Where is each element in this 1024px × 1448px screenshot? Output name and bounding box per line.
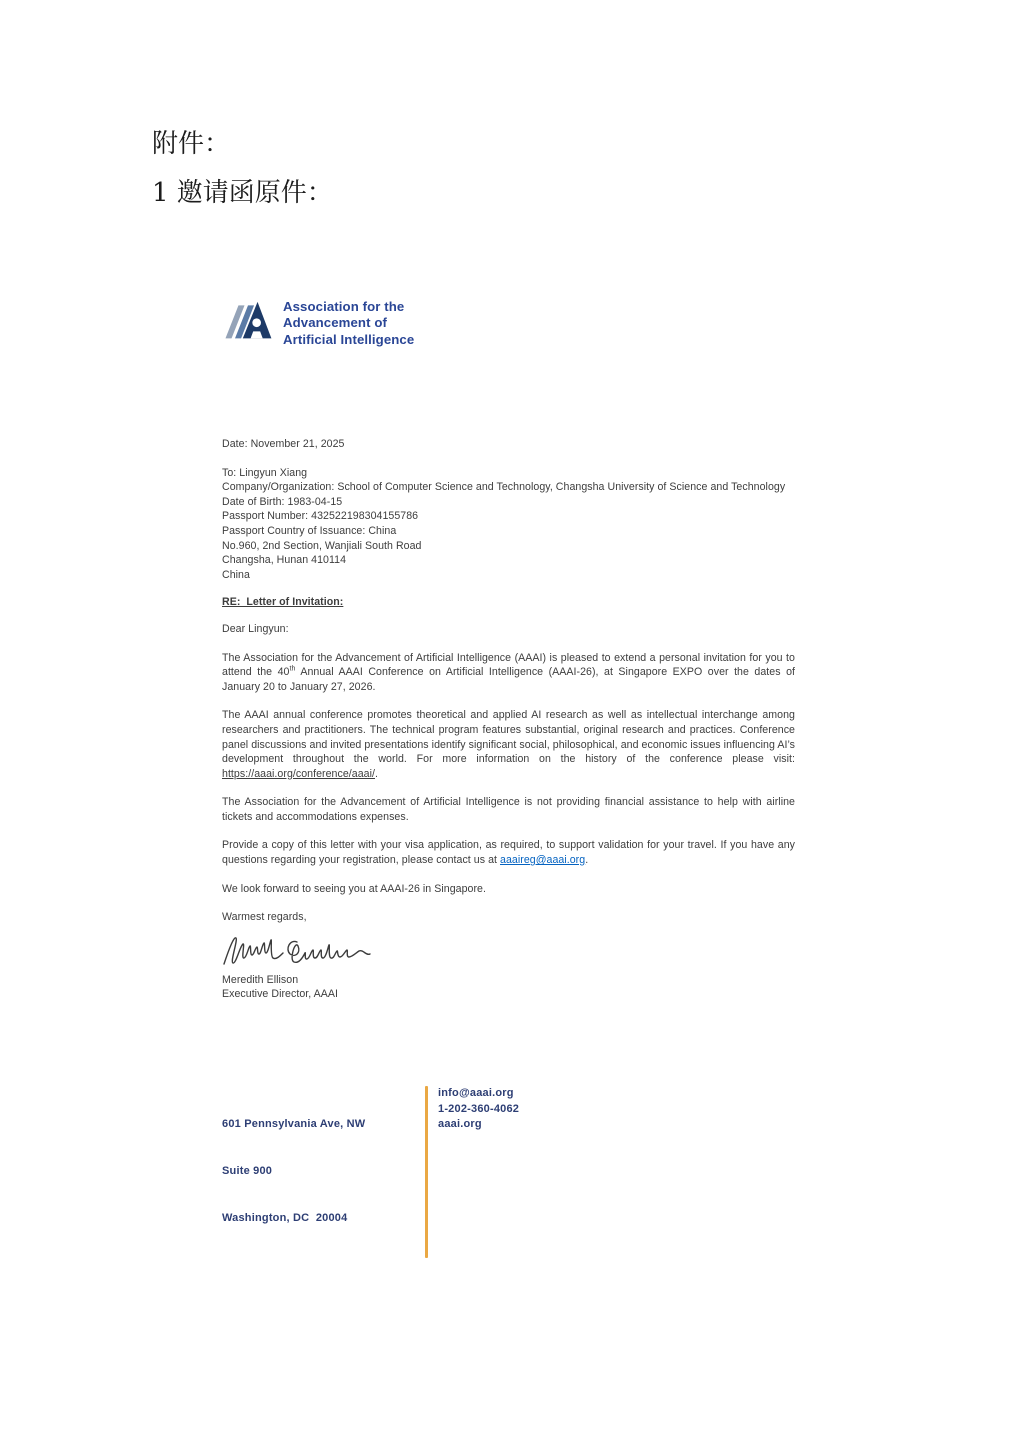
letterhead-footer xyxy=(222,1086,795,1258)
recipient-line: Date of Birth: 1983-04-15 xyxy=(222,495,343,508)
p2-text: The AAAI annual conference promotes theoretical and applied AI research as well as intellectual interchange among researchers and practitioners. The technical program features substantial, original research and practices. Conference panel discussions and invited presentations identify significant social, philosophical, and economic issues influencing AI’s development throughout the world. For more information on the history of the conference please visit: xyxy=(222,709,795,766)
recipient-line: Company/Organization: School of Computer Science and Technology, Changsha University of Science and Technology xyxy=(222,481,786,494)
salutation: Dear Lingyun: xyxy=(222,622,289,635)
signer-title: Executive Director, AAAI xyxy=(222,988,339,1001)
logo-line-3: Artificial Intelligence xyxy=(283,331,415,347)
footer-address-line: Suite 900 xyxy=(222,1165,273,1177)
recipient-block xyxy=(222,466,795,583)
footer-contact-email: info@aaai.org xyxy=(438,1087,514,1100)
footer-divider xyxy=(425,1086,428,1258)
attachment-header xyxy=(152,120,333,218)
footer-address xyxy=(222,1086,425,1258)
footer-address-line: 601 Pennsylvania Ave, NW xyxy=(222,1118,366,1131)
attachment-heading: 附件： xyxy=(152,129,231,159)
footer-contact-phone: 1-202-360-4062 xyxy=(438,1102,520,1115)
footer-contact-web: aaai.org xyxy=(438,1118,482,1131)
paragraph-visa xyxy=(222,838,795,867)
letter-date: Date: November 21, 2025 xyxy=(222,438,345,450)
p1-text: The Association for the Advancement of Artificial Intelligence (AAAI) is pleased to extend a personal invitation for you to attend the 40 xyxy=(222,651,795,679)
paragraph-lookforward: We look forward to seeing you at AAAI-26 in Singapore. xyxy=(222,882,486,895)
handwritten-signature-image xyxy=(220,931,372,971)
footer-contact xyxy=(438,1086,519,1258)
recipient-line: Passport Number: 432522198304155786 xyxy=(222,510,419,523)
recipient-line: China xyxy=(222,568,250,581)
p4-text: Provide a copy of this letter with your visa application, as required, to support validation for your travel. If you have any questions regarding your registration, please contact us at xyxy=(222,839,795,867)
recipient-line: Changsha, Hunan 410114 xyxy=(222,554,347,567)
aaai-logo xyxy=(222,295,795,349)
re-subject-line: RE: Letter of Invitation: xyxy=(222,596,344,609)
conference-url-link[interactable]: https://aaai.org/conference/aaai/ xyxy=(222,767,376,780)
registration-email-link[interactable]: aaaireg@aaai.org xyxy=(500,854,586,867)
logo-line-1: Association for the xyxy=(283,299,405,314)
paragraph-invitation xyxy=(222,651,795,695)
p2-text-after: . xyxy=(375,767,379,780)
ordinal-superscript: th xyxy=(289,665,296,673)
p4-text-after: . xyxy=(585,854,589,867)
logo-line-2: Advancement of xyxy=(283,315,387,331)
signer-name: Meredith Ellison xyxy=(222,973,299,986)
recipient-line: Passport Country of Issuance: China xyxy=(222,524,397,537)
footer-address-line: Washington, DC 20004 xyxy=(222,1211,348,1224)
recipient-line: To: Lingyun Xiang xyxy=(222,466,308,479)
p1-text-after: Annual AAAI Conference on Artificial Intelligence (AAAI-26), at Singapore EXPO over the dates of January 20 to January 27, 2026. xyxy=(222,666,795,693)
aaai-logo-icon xyxy=(222,295,274,347)
invitation-letter xyxy=(222,295,795,1258)
paragraph-conference-info xyxy=(222,708,795,781)
aaai-logo-wordmark xyxy=(283,295,414,348)
attachment-item: 1 邀请函原件： xyxy=(152,178,333,208)
paragraph-financial: The Association for the Advancement of Artificial Intelligence is not providing financial assistance to help with airline tickets and accommodations expenses. xyxy=(222,796,795,823)
recipient-line: No.960, 2nd Section, Wanjiali South Road xyxy=(222,539,422,552)
closing-line: Warmest regards, xyxy=(222,911,307,924)
